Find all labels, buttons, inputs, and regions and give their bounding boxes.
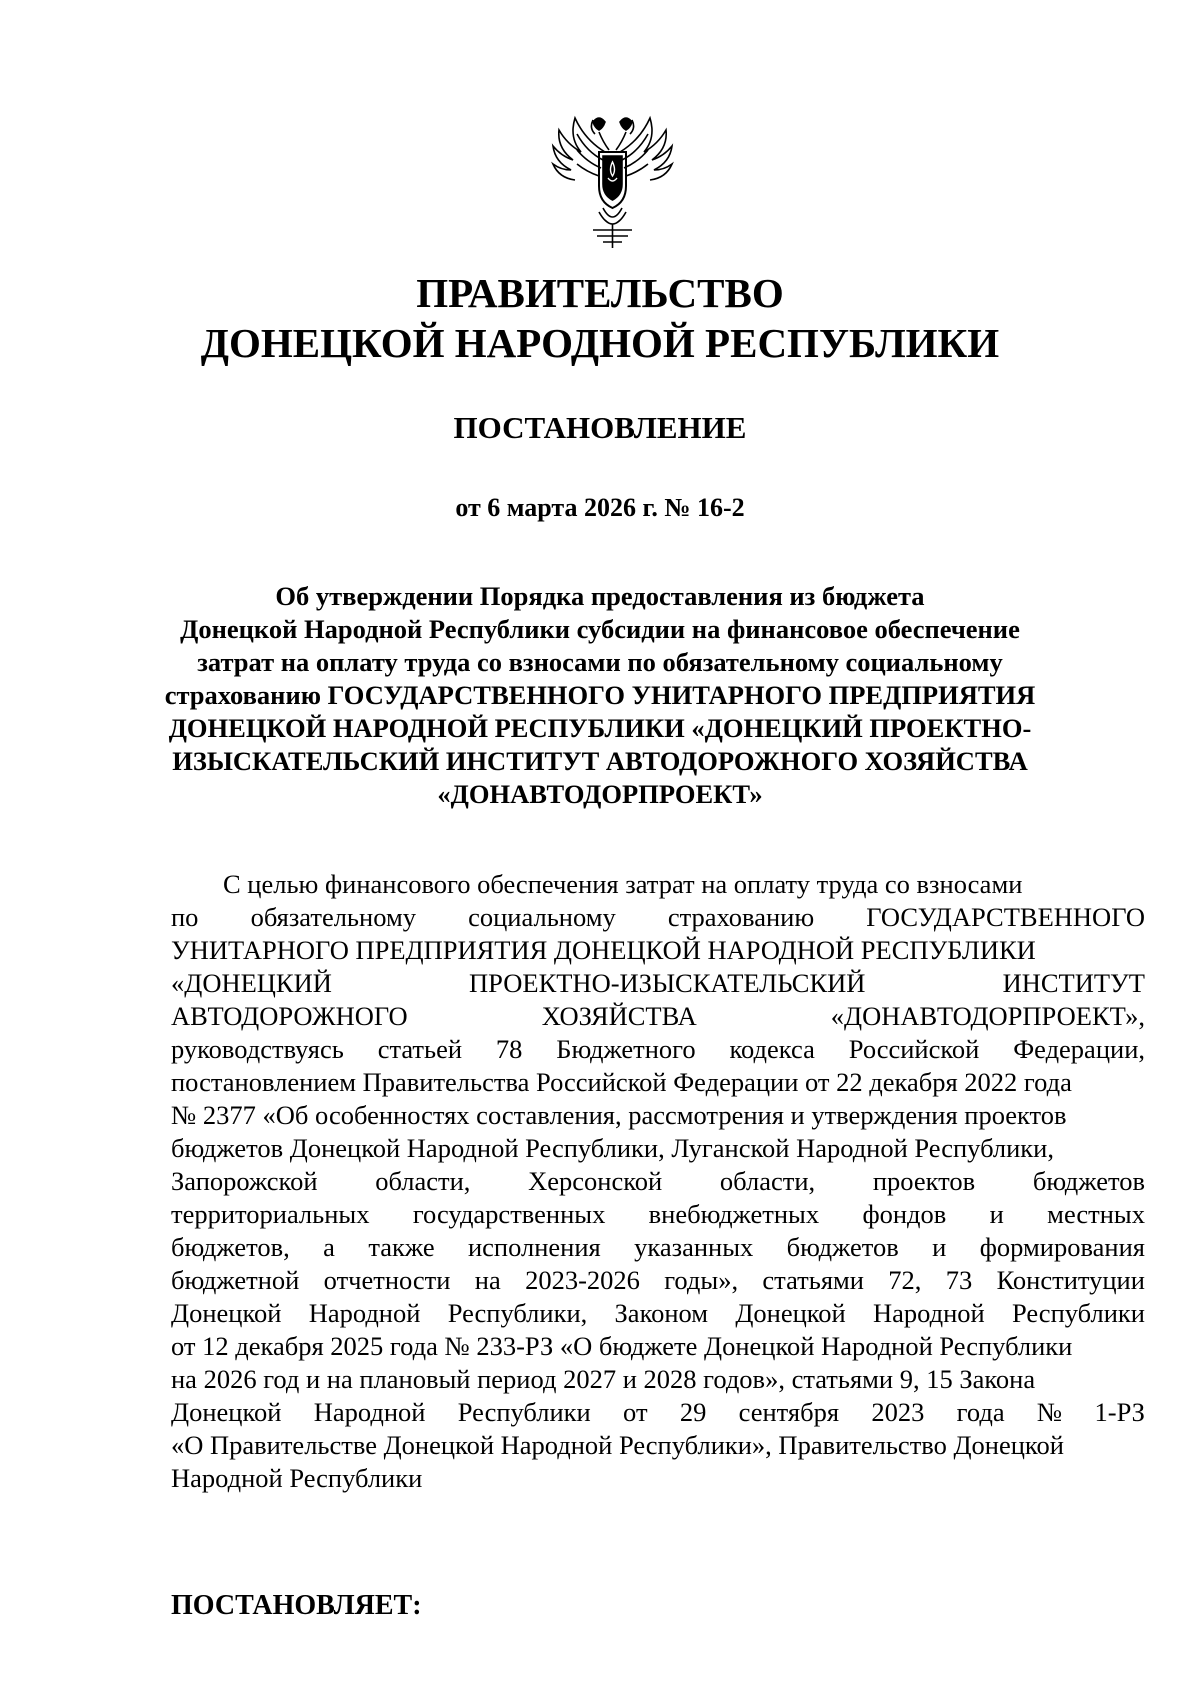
subject-line: ИЗЫСКАТЕЛЬСКИЙ ИНСТИТУТ АВТОДОРОЖНОГО ХОЗЯЙСТВА <box>172 746 1028 776</box>
word: 2023-2026 <box>525 1265 640 1295</box>
word: Донецкой <box>171 1298 282 1328</box>
resolve-label: ПОСТАНОВЛЯЕТ: <box>171 1590 422 1621</box>
word: ПРОЕКТНО-ИЗЫСКАТЕЛЬСКИЙ <box>469 968 866 998</box>
word: Республики <box>457 1397 591 1427</box>
word: государственных <box>412 1199 606 1229</box>
word: Федерации, <box>1013 1034 1145 1064</box>
word: годы», <box>664 1265 739 1295</box>
word: по <box>171 902 199 932</box>
preamble-line <box>171 1165 1145 1198</box>
word: ГОСУДАРСТВЕННОГО <box>866 902 1145 932</box>
word: 29 <box>679 1397 707 1427</box>
word: года <box>956 1397 1005 1427</box>
word: статьями <box>762 1265 864 1295</box>
word: «ДОНЕЦКИЙ <box>171 968 332 998</box>
preamble-line: УНИТАРНОГО ПРЕДПРИЯТИЯ ДОНЕЦКОЙ НАРОДНОЙ РЕСПУБЛИКИ <box>171 935 1036 965</box>
preamble-line <box>171 1396 1145 1429</box>
word: также <box>368 1232 435 1262</box>
word: ХОЗЯЙСТВА <box>541 1001 697 1031</box>
subject-line: Донецкой Народной Республики субсидии на финансовое обеспечение <box>180 614 1020 644</box>
word: ИНСТИТУТ <box>1002 968 1145 998</box>
preamble-line <box>171 1033 1145 1066</box>
word: от <box>623 1397 648 1427</box>
word: указанных <box>634 1232 754 1262</box>
word: 72, <box>888 1265 922 1295</box>
word: бюджетов <box>786 1232 899 1262</box>
word: Республики, <box>447 1298 588 1328</box>
word: «ДОНАВТОДОРПРОЕКТ», <box>830 1001 1145 1031</box>
word: страхованию <box>667 902 815 932</box>
word: бюджетов <box>1032 1166 1145 1196</box>
word: Донецкой <box>735 1298 846 1328</box>
word: внебюджетных <box>648 1199 820 1229</box>
word: Народной <box>308 1298 421 1328</box>
word: бюджетной <box>171 1265 300 1295</box>
word: Запорожской <box>171 1166 318 1196</box>
word: территориальных <box>171 1199 370 1229</box>
word: 1-РЗ <box>1094 1397 1145 1427</box>
word: Конституции <box>996 1265 1145 1295</box>
government-name-line2: ДОНЕЦКОЙ НАРОДНОЙ РЕСПУБЛИКИ <box>200 320 1000 366</box>
word: Бюджетного <box>556 1034 696 1064</box>
preamble-line: Народной Республики <box>171 1463 423 1493</box>
preamble-line <box>171 1297 1145 1330</box>
word: формирования <box>979 1232 1145 1262</box>
preamble-line <box>171 1198 1145 1231</box>
word: кодекса <box>729 1034 815 1064</box>
document-date-number: от 6 марта 2026 г. № 16-2 <box>455 493 745 522</box>
word: 73 <box>945 1265 973 1295</box>
preamble-line <box>171 967 1145 1000</box>
document-subject <box>150 580 1050 811</box>
word: области, <box>719 1166 816 1196</box>
coat-of-arms-emblem <box>545 112 680 250</box>
word: фондов <box>862 1199 947 1229</box>
word: области, <box>375 1166 471 1196</box>
preamble-line: бюджетов Донецкой Народной Республики, Луганской Народной Республики, <box>171 1133 1054 1163</box>
word: Российской <box>848 1034 980 1064</box>
preamble-line: на 2026 год и на плановый период 2027 и 2028 годов», статьями 9, 15 Закона <box>171 1364 1036 1394</box>
word: АВТОДОРОЖНОГО <box>171 1001 408 1031</box>
word: Народной <box>313 1397 426 1427</box>
word: 2023 <box>871 1397 925 1427</box>
word: и <box>932 1232 947 1262</box>
preamble-line <box>171 1264 1145 1297</box>
preamble-line <box>171 901 1145 934</box>
word: руководствуясь <box>171 1034 344 1064</box>
word: на <box>474 1265 501 1295</box>
word: проектов <box>872 1166 976 1196</box>
word: Народной <box>873 1298 985 1328</box>
word: исполнения <box>467 1232 601 1262</box>
word: статьей <box>377 1034 463 1064</box>
word: обязательному <box>250 902 416 932</box>
preamble-paragraph <box>171 868 1145 1495</box>
document-type: ПОСТАНОВЛЕНИЕ <box>453 410 747 445</box>
word: а <box>323 1232 335 1262</box>
word: Законом <box>614 1298 709 1328</box>
preamble-line: С целью финансового обеспечения затрат на оплату труда со взносами <box>223 869 1023 899</box>
word: № <box>1036 1397 1063 1427</box>
preamble-line: «О Правительстве Донецкой Народной Республики», Правительство Донецкой <box>171 1430 1064 1460</box>
word: Донецкой <box>171 1397 282 1427</box>
word: Херсонской <box>528 1166 663 1196</box>
subject-line: «ДОНАВТОДОРПРОЕКТ» <box>437 779 763 809</box>
word: местных <box>1047 1199 1145 1229</box>
word: сентября <box>738 1397 840 1427</box>
word: и <box>989 1199 1004 1229</box>
government-name-line1: ПРАВИТЕЛЬСТВО <box>416 270 784 316</box>
subject-line: Об утверждении Порядка предоставления из бюджета <box>275 581 925 611</box>
word: 78 <box>495 1034 523 1064</box>
word: Республики <box>1012 1298 1145 1328</box>
word: отчетности <box>323 1265 451 1295</box>
preamble-line: постановлением Правительства Российской Федерации от 22 декабря 2022 года <box>171 1067 1072 1097</box>
subject-line: ДОНЕЦКОЙ НАРОДНОЙ РЕСПУБЛИКИ «ДОНЕЦКИЙ ПРОЕКТНО- <box>168 713 1032 743</box>
preamble-line: № 2377 «Об особенностях составления, рассмотрения и утверждения проектов <box>171 1100 1067 1130</box>
preamble-line <box>171 1231 1145 1264</box>
word: бюджетов, <box>171 1232 290 1262</box>
preamble-line: от 12 декабря 2025 года № 233-РЗ «О бюджете Донецкой Народной Республики <box>171 1331 1073 1361</box>
preamble-line <box>171 1000 1145 1033</box>
subject-line: затрат на оплату труда со взносами по обязательному социальному <box>197 647 1003 677</box>
word: социальному <box>468 902 616 932</box>
subject-line: страхованию ГОСУДАРСТВЕННОГО УНИТАРНОГО ПРЕДПРИЯТИЯ <box>164 680 1036 710</box>
